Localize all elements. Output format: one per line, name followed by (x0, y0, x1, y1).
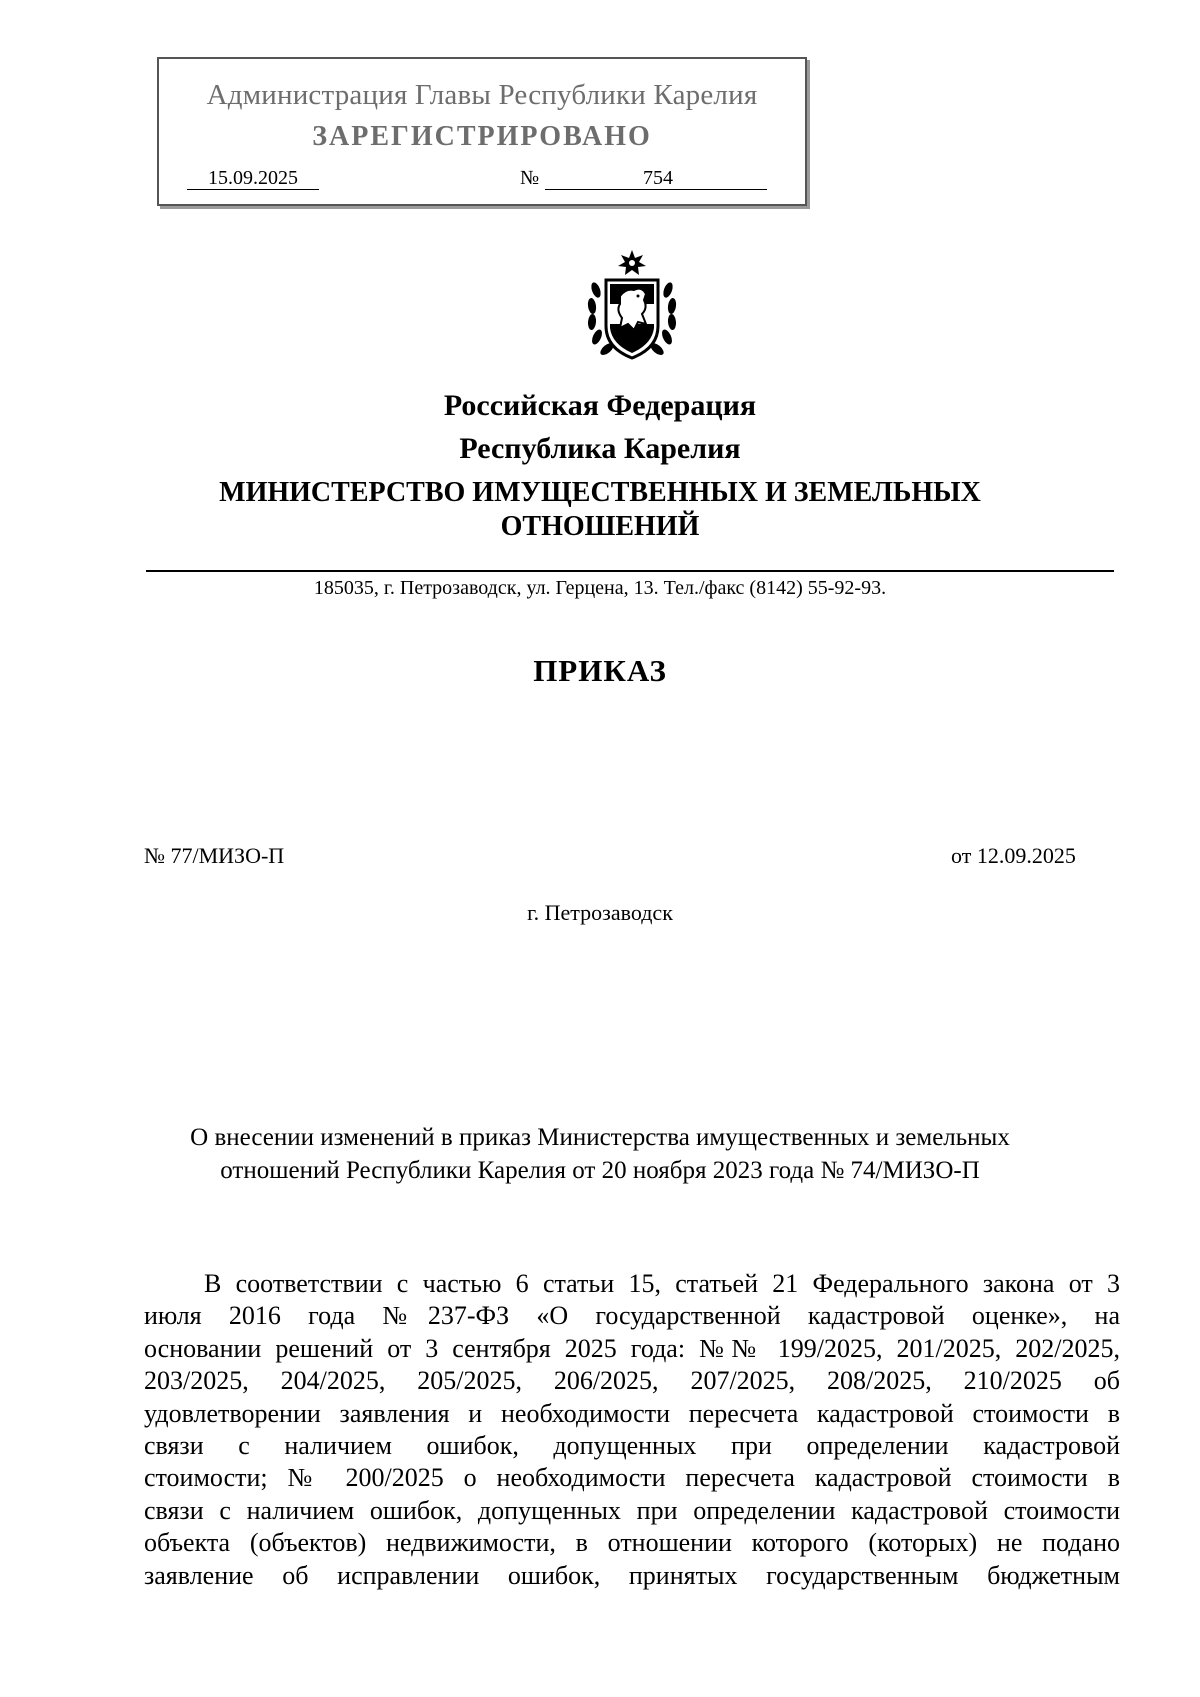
country-title: Российская Федерация (443, 389, 757, 422)
document-city: г. Петрозаводск (527, 900, 673, 925)
body-line: стоимости; № 200/2025 о необходимости пересчета кадастровой стоимости в (144, 1463, 1120, 1493)
ministry-title-line1: МИНИСТЕРСТВО ИМУЩЕСТВЕННЫХ И ЗЕМЕЛЬНЫХ (219, 477, 981, 508)
karelia-coat-of-arms-icon (582, 248, 682, 364)
document-body (144, 1268, 1120, 1592)
stamp-date: 15.09.2025 (187, 167, 319, 190)
stamp-organization: Администрация Главы Республики Карелия (206, 79, 758, 111)
body-line: связи с наличием ошибок, допущенных при определении кадастровой стоимости (144, 1495, 1120, 1525)
document-subject-line1: О внесении изменений в приказ Министерства имущественных и земельных (190, 1124, 1010, 1151)
body-line: объекта (объектов) недвижимости, в отношении которого (которых) не подано (144, 1528, 1120, 1558)
body-line: удовлетворении заявления и необходимости пересчета кадастровой стоимости в (144, 1398, 1120, 1428)
body-line: связи с наличием ошибок, допущенных при определении кадастровой (144, 1430, 1120, 1460)
ministry-address: 185035, г. Петрозаводск, ул. Герцена, 13. Тел./факс (8142) 55-92-93. (313, 577, 887, 599)
body-line: В соответствии с частью 6 статьи 15, статьей 21 Федерального закона от 3 (204, 1269, 1120, 1298)
stamp-number-sign: № (520, 167, 540, 189)
body-line: заявление об исправлении ошибок, принятых государственным бюджетным (144, 1560, 1120, 1590)
region-title: Республика Карелия (459, 432, 741, 465)
ministry-title-line2: ОТНОШЕНИЙ (500, 511, 700, 542)
stamp-number: 754 (545, 167, 767, 190)
body-line: основании решений от 3 сентября 2025 года: №№ 199/2025, 201/2025, 202/2025, (144, 1333, 1120, 1363)
header-divider (146, 570, 1114, 572)
document-subject-line2: отношений Республики Карелия от 20 ноября 2023 года № 74/МИЗО-П (220, 1157, 980, 1184)
body-line: 203/2025, 204/2025, 205/2025, 206/2025, 207/2025, 208/2025, 210/2025 об (144, 1366, 1120, 1396)
registration-stamp (157, 57, 807, 206)
body-line: июля 2016 года №237-ФЗ «О государственной кадастровой оценке», на (144, 1301, 1120, 1331)
document-date: от 12.09.2025 (951, 843, 1076, 868)
document-number: № 77/МИЗО-П (144, 843, 285, 868)
stamp-status: ЗАРЕГИСТРИРОВАНО (312, 121, 652, 152)
document-type: ПРИКАЗ (533, 653, 667, 688)
